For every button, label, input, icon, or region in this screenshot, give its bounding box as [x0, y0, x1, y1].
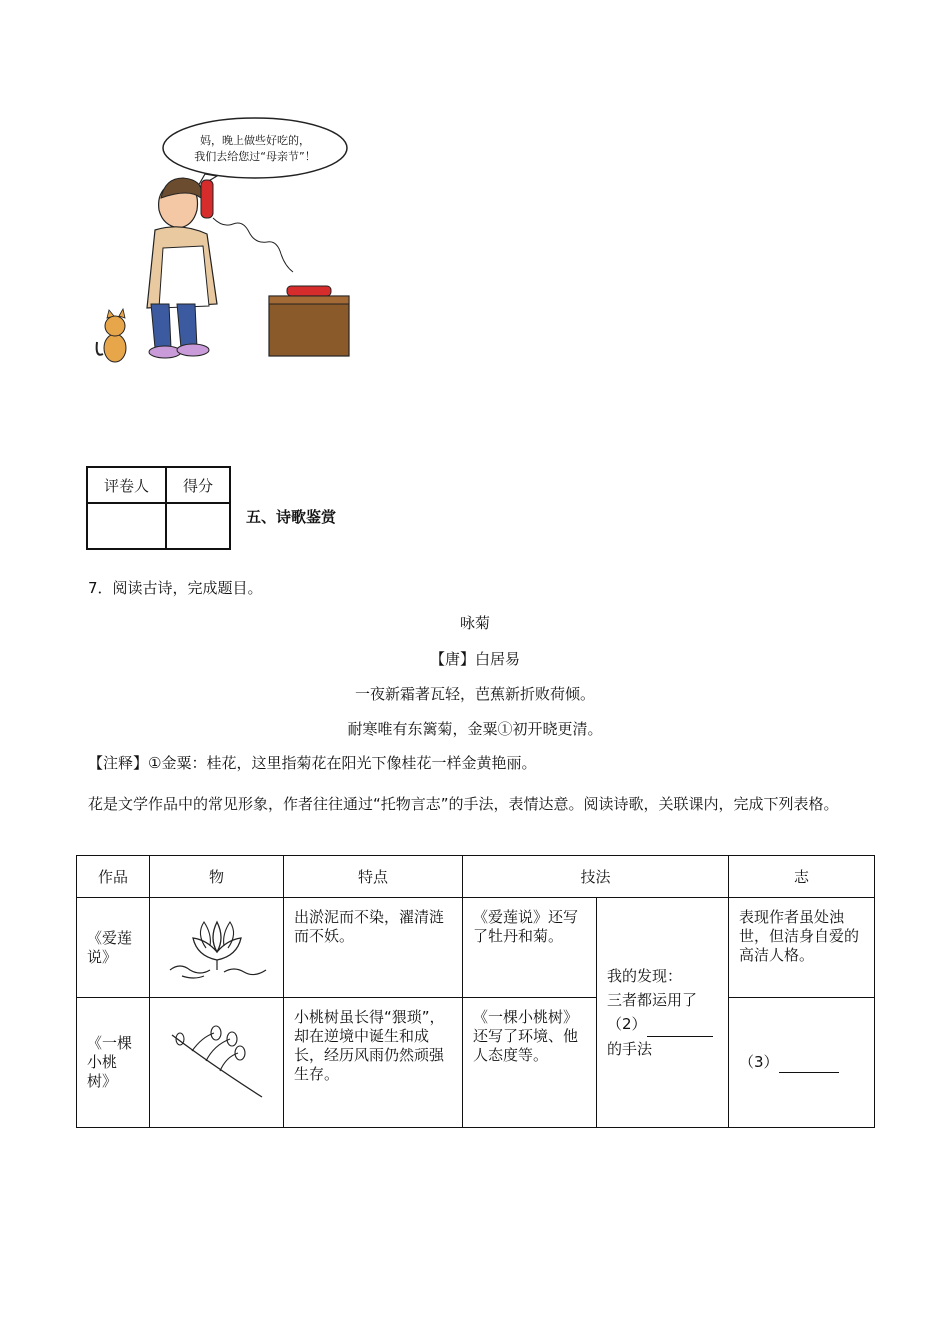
header-aspiration: 志 — [729, 856, 875, 898]
mother-phone-illustration — [85, 108, 350, 370]
answer-blank-3[interactable] — [779, 1053, 839, 1073]
lotus-icon — [162, 910, 272, 982]
row2-technique: 《一棵小桃树》还写了环境、他人态度等。 — [473, 1008, 579, 1064]
blank-3-label: （3） — [739, 1052, 779, 1071]
row1-feature: 出淤泥而不染，濯清涟而不妖。 — [294, 908, 445, 945]
poem-line-1: 一夜新霜著瓦轻，芭蕉新折败荷倾。 — [354, 685, 595, 703]
answer-blank-2[interactable] — [647, 1012, 713, 1037]
header-technique: 技法 — [463, 856, 729, 898]
peach-branch-icon — [162, 1021, 272, 1101]
row1-work: 《爱莲说》 — [87, 928, 133, 966]
row2-feature: 小桃树虽长得“猥琐”，却在逆境中诞生和成长，经历风雨仍然顽强生存。 — [294, 1008, 445, 1083]
reviewer-label: 评卷人 — [87, 467, 166, 503]
discovery-suffix: 的手法 — [607, 1040, 653, 1058]
speech-line-2: 我们去给您过“母亲节”！ — [194, 150, 316, 163]
poem-title: 咏菊 — [459, 614, 490, 632]
poem-note: 【注释】①金粟：桂花，这里指菊花在阳光下像桂花一样金黄艳丽。 — [88, 754, 537, 772]
score-cell[interactable] — [166, 503, 230, 549]
row1-technique: 《爱莲说》还写了牡丹和菊。 — [473, 908, 579, 945]
instruction-paragraph: 花是文学作品中的常见形象，作者往往通过“托物言志”的手法，表情达意。阅读诗歌，关联课内，完成下列表格。 — [88, 795, 839, 813]
poem-author: 【唐】白居易 — [429, 650, 520, 668]
score-box — [86, 466, 231, 550]
header-object: 物 — [150, 856, 284, 898]
analysis-table — [76, 855, 875, 1128]
blank-2-label: （2） — [607, 1015, 647, 1033]
row2-work: 《一棵小桃树》 — [87, 1034, 133, 1090]
header-feature: 特点 — [284, 856, 463, 898]
discovery-label: 我的发现： — [607, 967, 683, 985]
section-title: 五、诗歌鉴赏 — [246, 508, 337, 526]
poem-line-2: 耐寒唯有东篱菊，金粟①初开晓更清。 — [347, 720, 603, 738]
header-work: 作品 — [77, 856, 150, 898]
discovery-text: 三者都运用了 — [607, 991, 698, 1009]
score-label: 得分 — [166, 467, 230, 503]
row1-aspiration: 表现作者虽处浊世，但洁身自爱的高洁人格。 — [739, 908, 860, 964]
speech-line-1: 妈，晚上做些好吃的， — [200, 134, 310, 147]
question-prompt: 7．阅读古诗，完成题目。 — [88, 579, 263, 597]
reviewer-cell[interactable] — [87, 503, 166, 549]
